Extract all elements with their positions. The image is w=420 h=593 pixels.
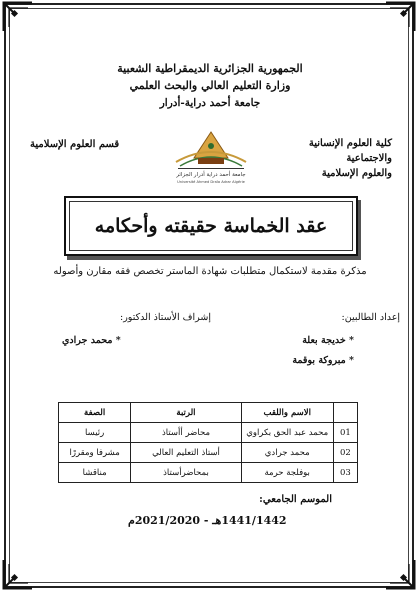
jury-rank: محاضر أأستاذ bbox=[131, 423, 241, 443]
table-row bbox=[59, 423, 358, 443]
university-heading: جامعة أحمد دراية-أدرار bbox=[159, 97, 261, 109]
table-row bbox=[59, 463, 358, 483]
thesis-title: عقد الخماسة حقيقته وأحكامه bbox=[94, 215, 328, 237]
thesis-title-box bbox=[64, 196, 358, 256]
ministry-heading: وزارة التعليم العالي والبحث العلمي bbox=[129, 79, 291, 92]
academic-years: 1441/1442هـ - 2021/2020م bbox=[128, 514, 287, 527]
jury-header-num bbox=[333, 403, 357, 423]
corner-ornament-icon bbox=[2, 556, 36, 590]
supervisor-name: * محمد جرادي bbox=[62, 335, 121, 346]
jury-role: رئيسا bbox=[59, 423, 131, 443]
corner-ornament-icon bbox=[2, 1, 36, 35]
academic-season-label: الموسم الجامعي: bbox=[259, 494, 332, 505]
corner-ornament-icon bbox=[382, 1, 416, 35]
jury-header-role: الصفة bbox=[59, 403, 131, 423]
jury-header-row bbox=[59, 403, 358, 423]
faculty-name bbox=[262, 136, 392, 181]
student-name-2: * مبروكة بوقمة bbox=[292, 355, 354, 366]
thesis-subtitle: مذكرة مقدمة لاستكمال متطلبات شهادة الماستر تخصص فقه مقارن وأصوله bbox=[53, 266, 367, 277]
jury-role: مناقشا bbox=[59, 463, 131, 483]
table-row bbox=[59, 443, 358, 463]
svg-text:جامعة أحمد دراية أدرار الجزائر: جامعة أحمد دراية أدرار الجزائر bbox=[176, 172, 246, 178]
jury-header-name: الاسم واللقب bbox=[241, 403, 333, 423]
university-logo-icon bbox=[168, 128, 254, 186]
jury-role: مشرفا ومقررًا bbox=[59, 443, 131, 463]
jury-table bbox=[58, 402, 358, 483]
corner-ornament-icon bbox=[382, 556, 416, 590]
supervisor-label: إشراف الأستاذ الدكتور: bbox=[120, 312, 211, 323]
prepared-by-label: إعداد الطالبين: bbox=[341, 312, 400, 323]
inner-frame bbox=[9, 8, 409, 583]
department-name: قسم العلوم الإسلامية bbox=[30, 139, 120, 150]
jury-rank: أستاذ التعليم العالي bbox=[131, 443, 241, 463]
jury-num: 01 bbox=[333, 423, 357, 443]
svg-text:Université Ahmed Draïa Adrar A: Université Ahmed Draïa Adrar Algérie bbox=[177, 180, 245, 184]
republic-heading: الجمهورية الجزائرية الديمقراطية الشعبية bbox=[117, 62, 303, 75]
jury-num: 03 bbox=[333, 463, 357, 483]
jury-name: بوفلجة حرمة bbox=[241, 463, 333, 483]
faculty-line-2: والعلوم الإسلامية bbox=[321, 168, 392, 179]
jury-rank: بمحاضرأستاذ bbox=[131, 463, 241, 483]
faculty-line-1: كلية العلوم الإنسانية والاجتماعية bbox=[308, 138, 392, 164]
jury-name: محمد عبد الحق بكراوي bbox=[241, 423, 333, 443]
jury-header-rank: الرتبة bbox=[131, 403, 241, 423]
jury-num: 02 bbox=[333, 443, 357, 463]
student-name-1: * خديجة بعلة bbox=[302, 335, 354, 346]
jury-name: محمد جرادي bbox=[241, 443, 333, 463]
